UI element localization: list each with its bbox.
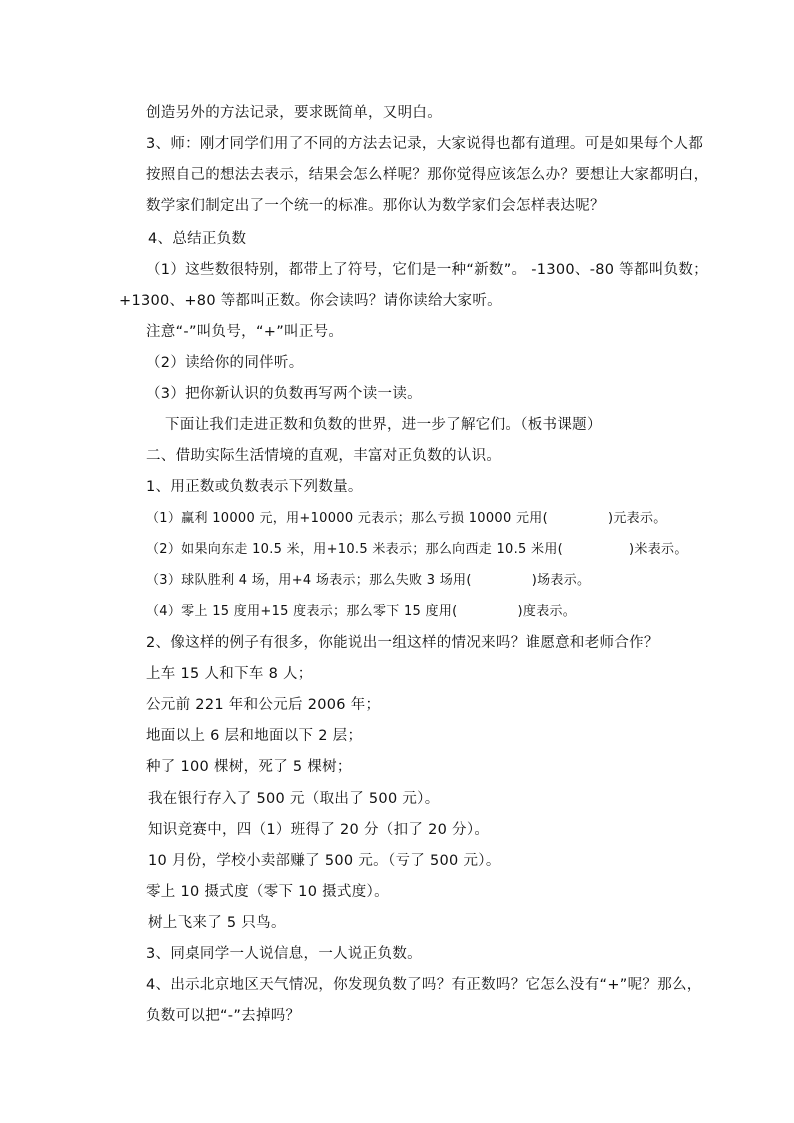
text-line: 注意“-”叫负号，“+”叫正号。 — [146, 324, 344, 340]
text-line: 1、用正数或负数表示下列数量。 — [146, 479, 363, 495]
section-heading: 二、借助实际生活情境的直观，丰富对正负数的认识。 — [146, 448, 502, 464]
example-line: 我在银行存入了 500 元（取出了 500 元）。 — [148, 791, 440, 807]
text-line: 创造另外的方法记录，要求既简单，又明白。 — [146, 105, 442, 121]
text-line: 下面让我们走进正数和负数的世界，进一步了解它们。（板书课题） — [165, 417, 602, 433]
example-line: 知识竞赛中，四（1）班得了 20 分（扣了 20 分）。 — [148, 822, 490, 838]
exercise-text: （4）零上 15 度用+15 度表示；那么零下 15 度用( — [146, 604, 458, 619]
text-line: （1）这些数很特别，都带上了符号，它们是一种“新数”。 -1300、-80 等都叫负数； — [146, 262, 708, 278]
exercise-item — [146, 571, 590, 591]
exercise-text: )米表示。 — [629, 542, 688, 557]
text-line: （2）读给你的同伴听。 — [146, 355, 304, 371]
example-line: 公元前 221 年和公元后 2006 年； — [146, 697, 381, 713]
exercise-text: （1）赢利 10000 元，用+10000 元表示；那么亏损 10000 元用( — [146, 511, 548, 526]
text-line: +1300、+80 等都叫正数。你会读吗？请你读给大家听。 — [119, 293, 502, 309]
section-heading: 4、总结正负数 — [148, 231, 247, 247]
text-line: 2、像这样的例子有很多，你能说出一组这样的情况来吗？谁愿意和老师合作？ — [146, 635, 659, 651]
example-line: 树上飞来了 5 只鸟。 — [148, 915, 286, 931]
exercise-item — [146, 540, 688, 560]
text-line: 数学家们制定出了一个统一的标准。那你认为数学家们会怎样表达呢？ — [146, 198, 605, 214]
text-line: （3）把你新认识的负数再写两个读一读。 — [146, 386, 422, 402]
exercise-text: )场表示。 — [531, 573, 591, 588]
example-line: 种了 100 棵树，死了 5 棵树； — [146, 759, 352, 775]
example-line: 10 月份，学校小卖部赚了 500 元。（亏了 500 元）。 — [148, 853, 501, 869]
example-line: 地面以上 6 层和地面以下 2 层； — [146, 728, 363, 744]
example-line: 上车 15 人和下车 8 人； — [146, 666, 313, 682]
exercise-text: )度表示。 — [517, 604, 577, 619]
exercise-item — [146, 509, 667, 529]
text-line: 4、出示北京地区天气情况，你发现负数了吗？有正数吗？它怎么没有“+”呢？那么， — [146, 977, 702, 993]
exercise-item — [146, 602, 576, 622]
text-line: 负数可以把“-”去掉吗？ — [146, 1008, 301, 1024]
exercise-text: （3）球队胜利 4 场，用+4 场表示；那么失败 3 场用( — [146, 573, 472, 588]
text-line: 3、师：刚才同学们用了不同的方法去记录，大家说得也都有道理。可是如果每个人都 — [146, 136, 704, 152]
example-line: 零上 10 摄式度（零下 10 摄式度）。 — [146, 884, 389, 900]
exercise-text: )元表示。 — [607, 511, 667, 526]
text-line: 按照自己的想法去表示，结果会怎么样呢？那你觉得应该怎么办？要想让大家都明白， — [146, 167, 709, 183]
text-line: 3、同桌同学一人说信息，一人说正负数。 — [146, 946, 422, 962]
exercise-text: （2）如果向东走 10.5 米，用+10.5 米表示；那么向西走 10.5 米用( — [146, 542, 564, 557]
